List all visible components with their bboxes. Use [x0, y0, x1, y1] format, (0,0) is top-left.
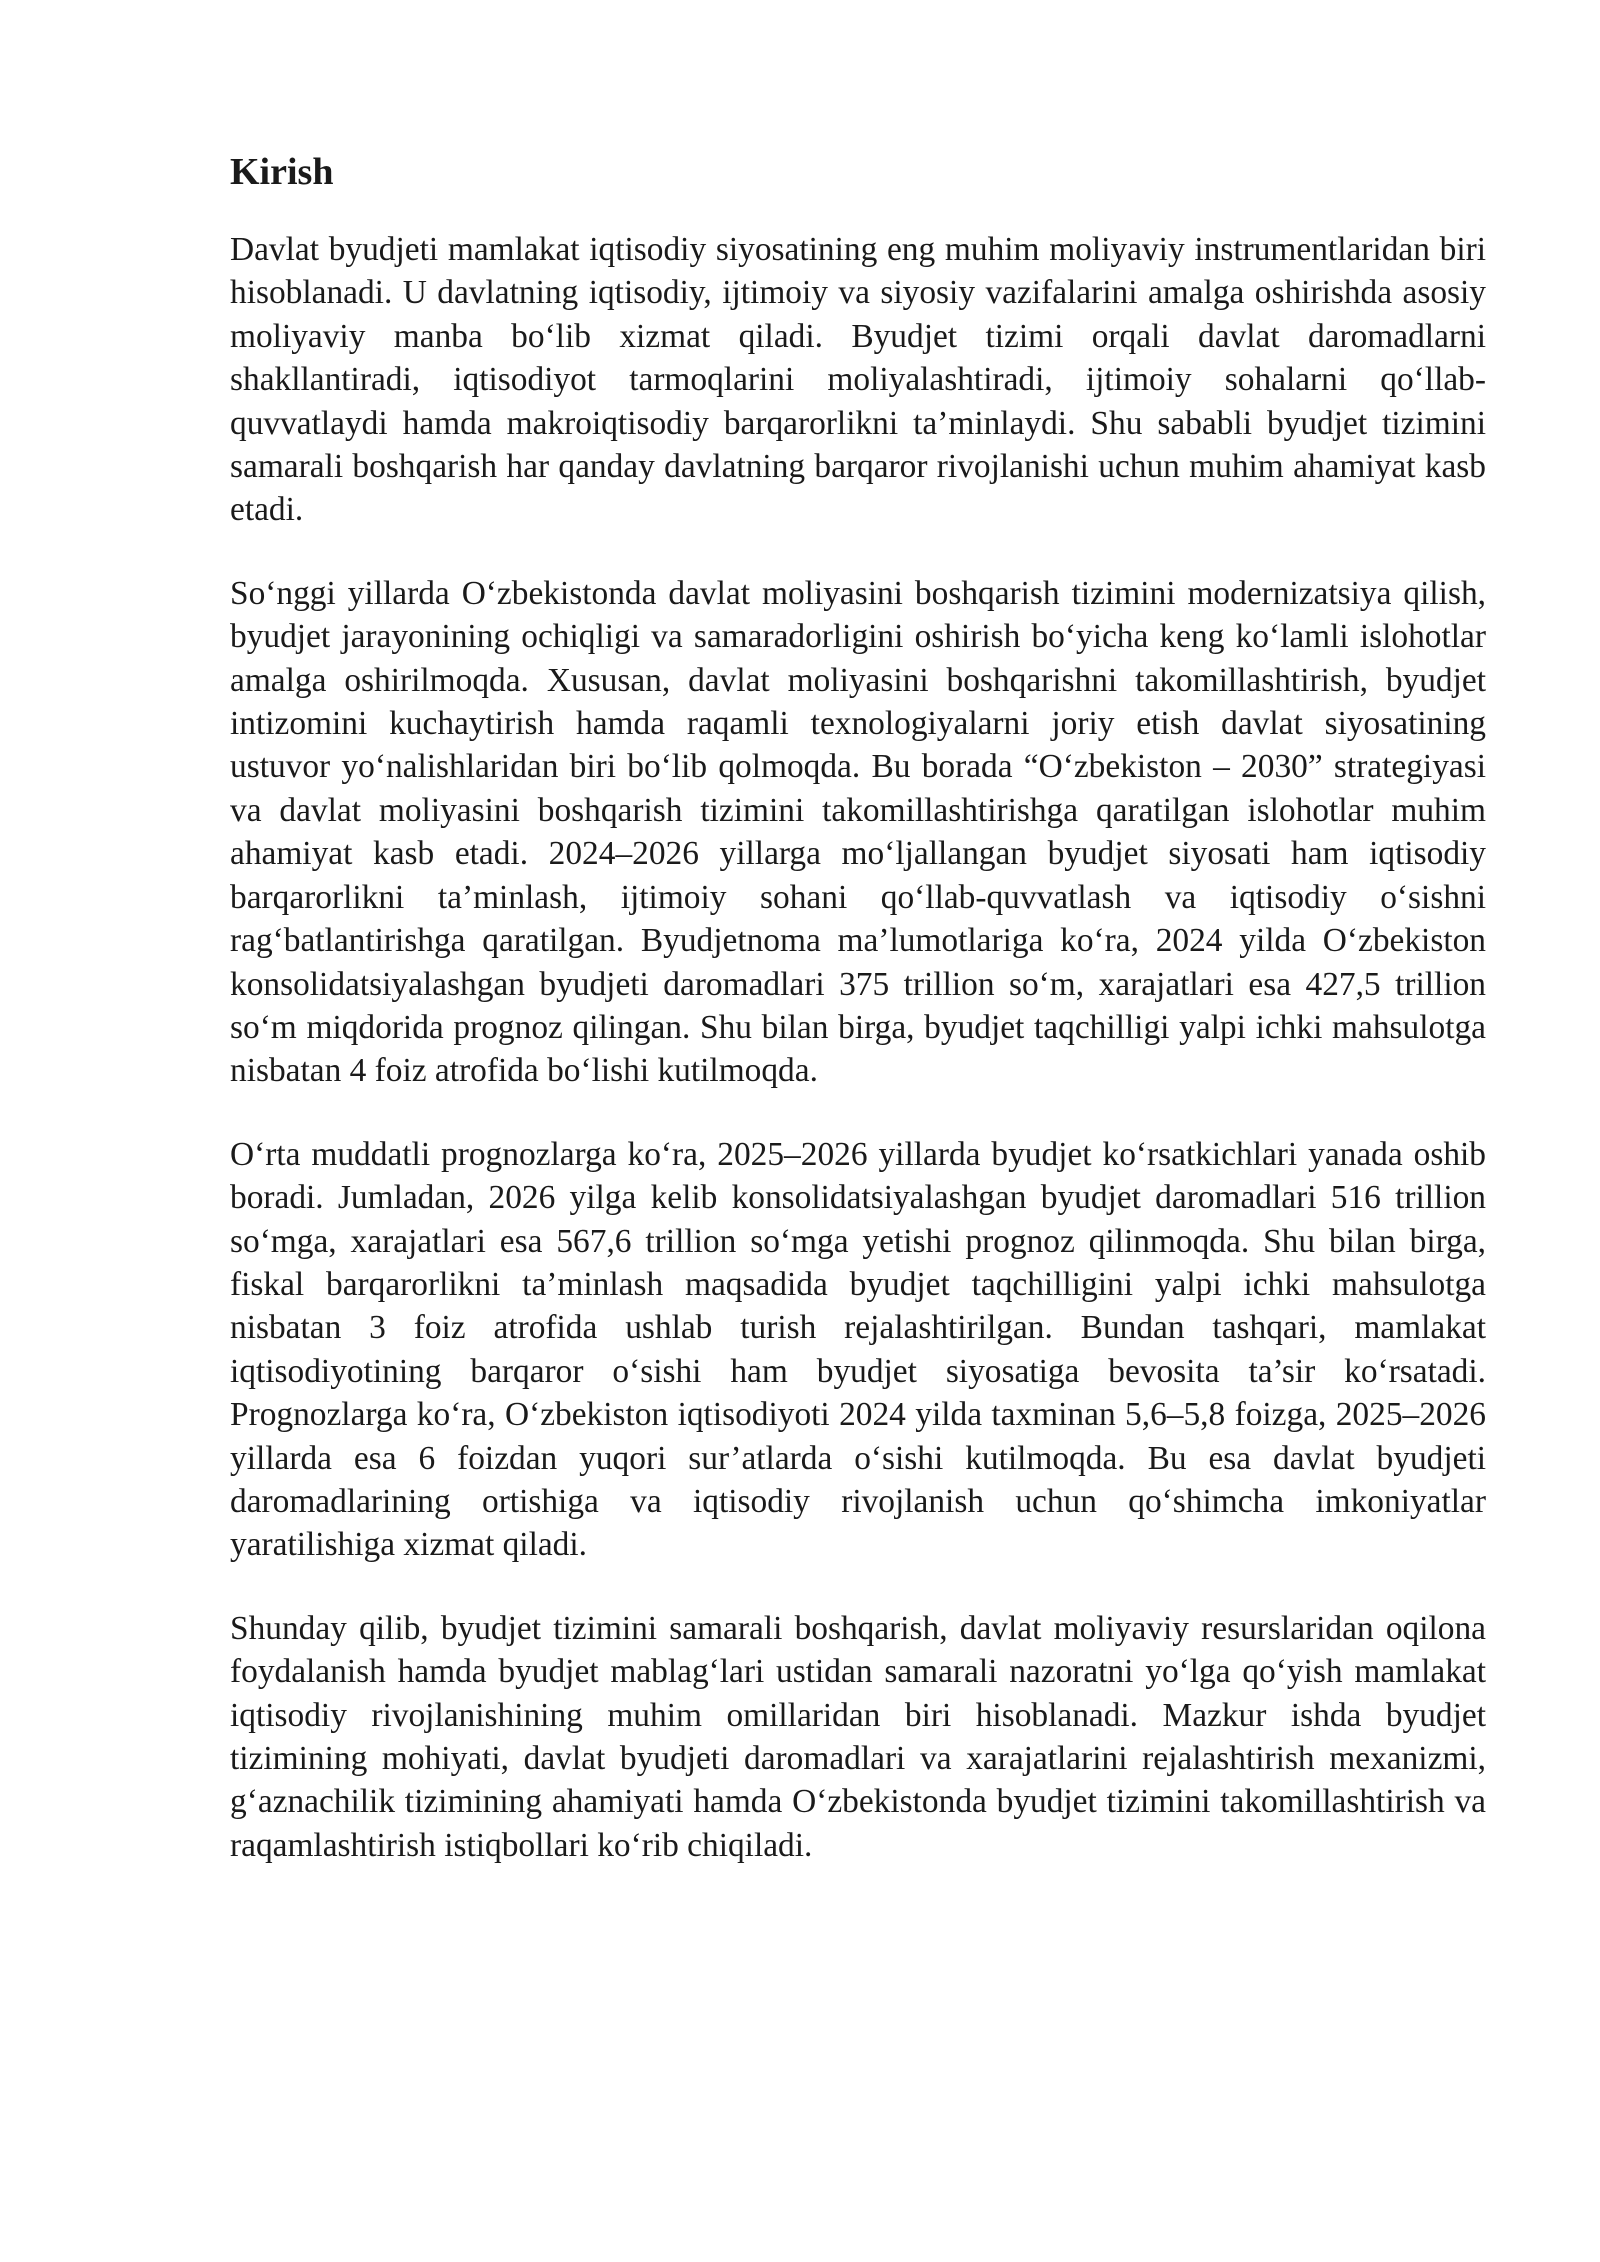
paragraph-2: So‘nggi yillarda O‘zbekistonda davlat moliyasini boshqarish tizimini modernizatsiya qilish, byudjet jarayonining ochiqligi va samaradorligini oshirish bo‘yicha keng ko‘lamli islohotlar amalga oshirilmoqda. Xususan, davlat moliyasini boshqarishni takomillashtirish, byudjet intizomini kuchaytirish hamda raqamli texnologiyalarni joriy etish davlat siyosatining ustuvor yo‘nalishlaridan biri bo‘lib qolmoqda. Bu borada “O‘zbekiston – 2030” strategiyasi va davlat moliyasini boshqarish tizimini takomillashtirishga qaratilgan islohotlar muhim ahamiyat kasb etadi. 2024–2026 yillarga mo‘ljallangan byudjet siyosati ham iqtisodiy barqarorlikni ta’minlash, ijtimoiy sohani qo‘llab-quvvatlash va iqtisodiy o‘sishni rag‘batlantirishga qaratilgan. Byudjetnoma ma’lumotlariga ko‘ra, 2024 yilda O‘zbekiston konsolidatsiyalashgan byudjeti daromadlari 375 trillion so‘m, xarajatlari esa 427,5 trillion so‘m miqdorida prognoz qilingan. Shu bilan birga, byudjet taqchilligi yalpi ichki mahsulotga nisbatan 4 foiz atrofida bo‘lishi kutilmoqda. [230, 574, 1486, 1090]
section-heading: Kirish [230, 151, 334, 193]
document-page [230, 150, 1486, 1907]
paragraph-1: Davlat byudjeti mamlakat iqtisodiy siyosatining eng muhim moliyaviy instrumentlaridan biri hisoblanadi. U davlatning iqtisodiy, ijtimoiy va siyosiy vazifalarini amalga oshirishda asosiy moliyaviy manba bo‘lib xizmat qiladi. Byudjet tizimi orqali davlat daromadlarni shakllantiradi, iqtisodiyot tarmoqlarini moliyalashtiradi, ijtimoiy sohalarni qo‘llab-quvvatlaydi hamda makroiqtisodiy barqarorlikni ta’minlaydi. Shu sababli byudjet tizimini samarali boshqarish har qanday davlatning barqaror rivojlanishi uchun muhim ahamiyat kasb etadi. [230, 231, 1486, 529]
paragraph-4: Shunday qilib, byudjet tizimini samarali boshqarish, davlat moliyaviy resurslaridan oqilona foydalanish hamda byudjet mablag‘lari ustidan samarali nazoratni yo‘lga qo‘yish mamlakat iqtisodiy rivojlanishining muhim omillaridan biri hisoblanadi. Mazkur ishda byudjet tizimining mohiyati, davlat byudjeti daromadlari va xarajatlarini rejalashtirish mexanizmi, g‘aznachilik tizimining ahamiyati hamda O‘zbekistonda byudjet tizimini takomillashtirish va raqamlashtirish istiqbollari ko‘rib chiqiladi. [230, 1609, 1486, 1864]
paragraph-3: O‘rta muddatli prognozlarga ko‘ra, 2025–2026 yillarda byudjet ko‘rsatkichlari yanada oshib boradi. Jumladan, 2026 yilga kelib konsolidatsiyalashgan byudjet daromadlari 516 trillion so‘mga, xarajatlari esa 567,6 trillion so‘mga yetishi prognoz qilinmoqda. Shu bilan birga, fiskal barqarorlikni ta’minlash maqsadida byudjet taqchilligini yalpi ichki mahsulotga nisbatan 3 foiz atrofida ushlab turish rejalashtirilgan. Bundan tashqari, mamlakat iqtisodiyotining barqaror o‘sishi ham byudjet siyosatiga bevosita ta’sir ko‘rsatadi. Prognozlarga ko‘ra, O‘zbekiston iqtisodiyoti 2024 yilda taxminan 5,6–5,8 foizga, 2025–2026 yillarda esa 6 foizdan yuqori sur’atlarda o‘sishi kutilmoqda. Bu esa davlat byudjeti daromadlarining ortishiga va iqtisodiy rivojlanish uchun qo‘shimcha imkoniyatlar yaratilishiga xizmat qiladi. [230, 1135, 1486, 1564]
